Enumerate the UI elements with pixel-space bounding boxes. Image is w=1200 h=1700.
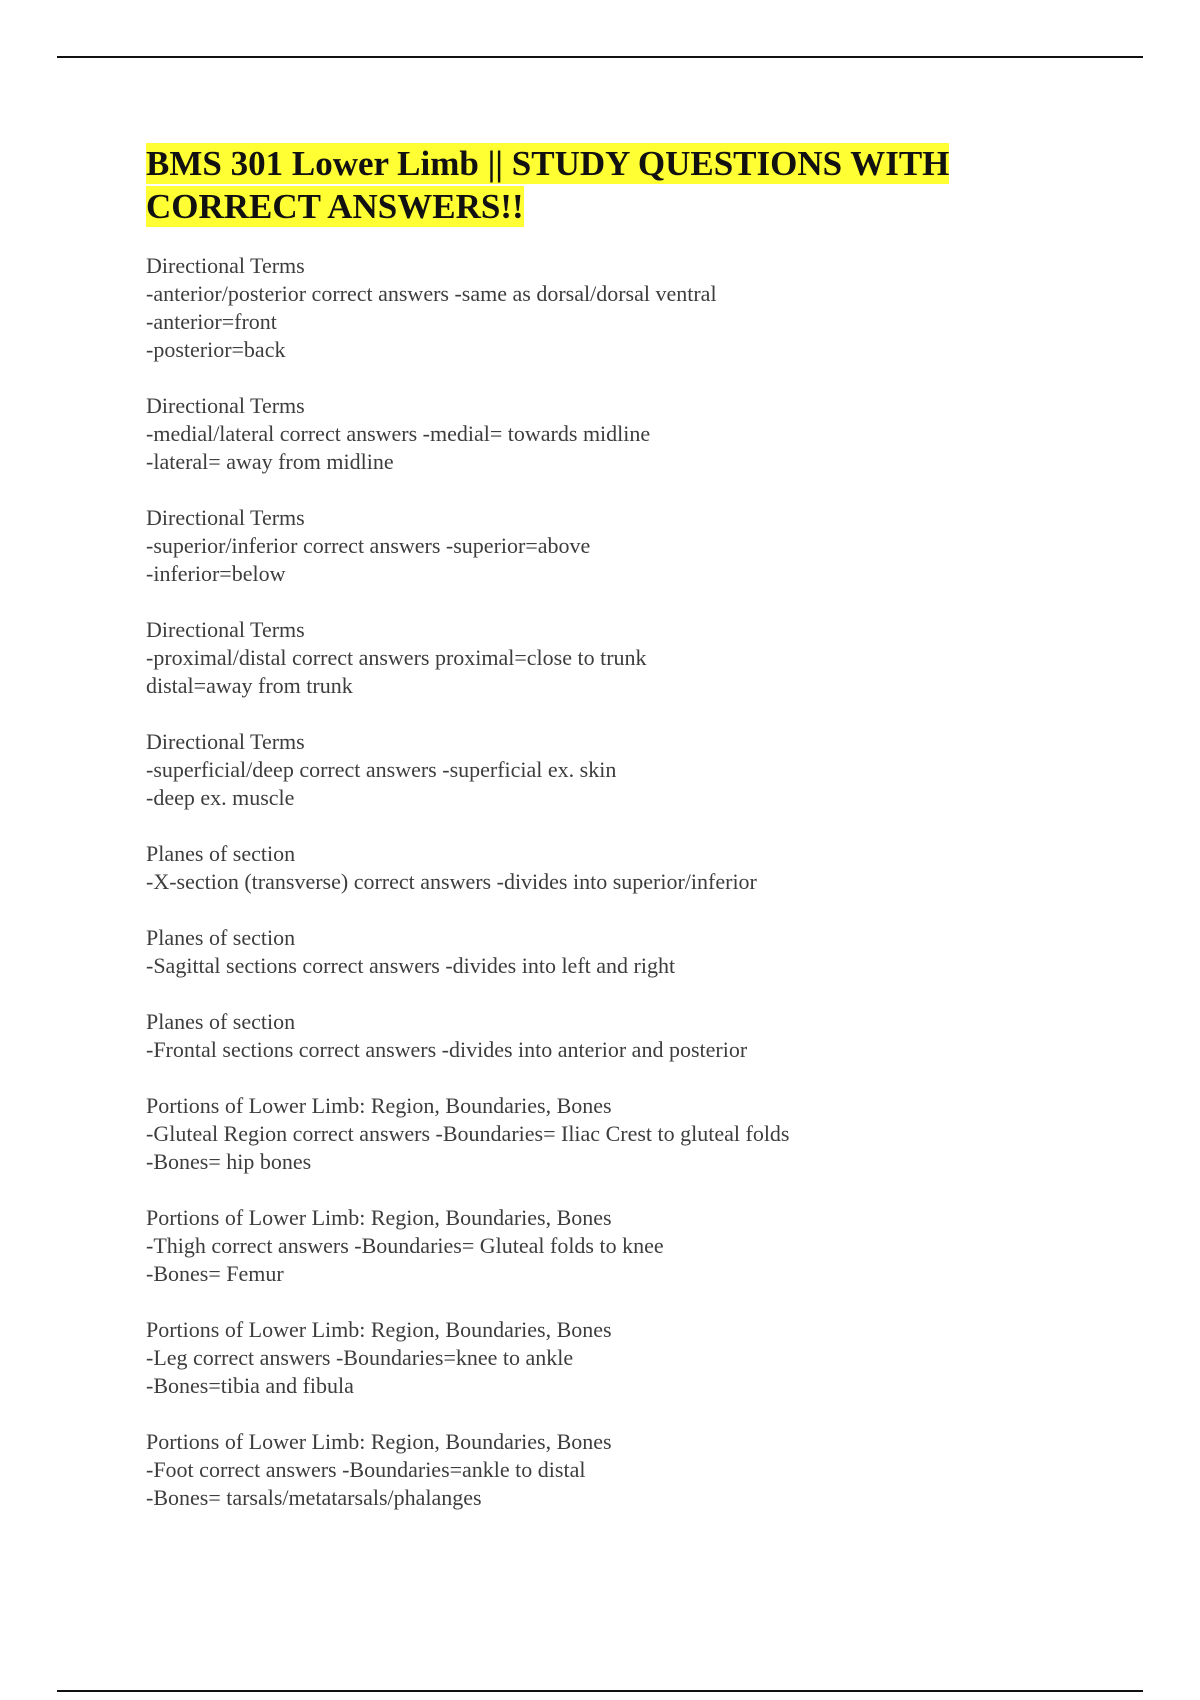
qa-answer-line: -inferior=below (146, 561, 286, 586)
qa-term: Portions of Lower Limb: Region, Boundaries, Bones (146, 1205, 612, 1230)
document-body (146, 142, 1106, 1540)
qa-answer-line: -Leg correct answers -Boundaries=knee to ankle (146, 1345, 574, 1370)
qa-term: Directional Terms (146, 729, 305, 754)
qa-answer-line: -Sagittal sections correct answers -divides into left and right (146, 953, 676, 978)
qa-answer-line: -anterior=front (146, 309, 277, 334)
qa-entry (146, 504, 1106, 588)
qa-entry (146, 1092, 1106, 1176)
top-rule (57, 56, 1143, 58)
qa-term: Planes of section (146, 1009, 296, 1034)
qa-entry (146, 1204, 1106, 1288)
qa-term: Portions of Lower Limb: Region, Boundaries, Bones (146, 1093, 612, 1118)
qa-term: Planes of section (146, 925, 296, 950)
qa-term: Planes of section (146, 841, 296, 866)
qa-answer-line: -Thigh correct answers -Boundaries= Gluteal folds to knee (146, 1233, 664, 1258)
qa-answer-line: -Gluteal Region correct answers -Boundaries= Iliac Crest to gluteal folds (146, 1121, 790, 1146)
qa-entry (146, 1428, 1106, 1512)
qa-term: Directional Terms (146, 393, 305, 418)
qa-entry (146, 924, 1106, 980)
qa-answer-line: -Bones=tibia and fibula (146, 1373, 354, 1398)
qa-answer-line: -medial/lateral correct answers -medial= towards midline (146, 421, 651, 446)
title-line-1: BMS 301 Lower Limb || STUDY QUESTIONS WITH (146, 144, 950, 183)
bottom-rule (57, 1690, 1143, 1692)
qa-answer-line: -proximal/distal correct answers proximal=close to trunk (146, 645, 647, 670)
title-line-2: CORRECT ANSWERS!! (146, 187, 524, 226)
qa-answer-line: -superior/inferior correct answers -superior=above (146, 533, 591, 558)
qa-entry (146, 728, 1106, 812)
qa-answer-line: -Bones= hip bones (146, 1149, 312, 1174)
qa-term: Directional Terms (146, 505, 305, 530)
qa-entry (146, 840, 1106, 896)
qa-answer-line: -lateral= away from midline (146, 449, 394, 474)
qa-answer-line: -deep ex. muscle (146, 785, 295, 810)
qa-answer-line: -X-section (transverse) correct answers -divides into superior/inferior (146, 869, 757, 894)
qa-answer-line: -Foot correct answers -Boundaries=ankle to distal (146, 1457, 586, 1482)
qa-answer-line: -Bones= tarsals/metatarsals/phalanges (146, 1485, 482, 1510)
qa-answer-line: -superficial/deep correct answers -superficial ex. skin (146, 757, 617, 782)
qa-term: Portions of Lower Limb: Region, Boundaries, Bones (146, 1317, 612, 1342)
qa-answer-line: distal=away from trunk (146, 673, 353, 698)
qa-term: Directional Terms (146, 253, 305, 278)
qa-entry (146, 1316, 1106, 1400)
qa-entry (146, 252, 1106, 364)
qa-answer-line: -Bones= Femur (146, 1261, 284, 1286)
qa-answer-line: -Frontal sections correct answers -divides into anterior and posterior (146, 1037, 748, 1062)
qa-answer-line: -posterior=back (146, 337, 286, 362)
qa-entry (146, 1008, 1106, 1064)
qa-answer-line: -anterior/posterior correct answers -same as dorsal/dorsal ventral (146, 281, 717, 306)
qa-entry (146, 392, 1106, 476)
qa-term: Directional Terms (146, 617, 305, 642)
qa-entry (146, 616, 1106, 700)
qa-term: Portions of Lower Limb: Region, Boundaries, Bones (146, 1429, 612, 1454)
document-title (146, 142, 1106, 228)
